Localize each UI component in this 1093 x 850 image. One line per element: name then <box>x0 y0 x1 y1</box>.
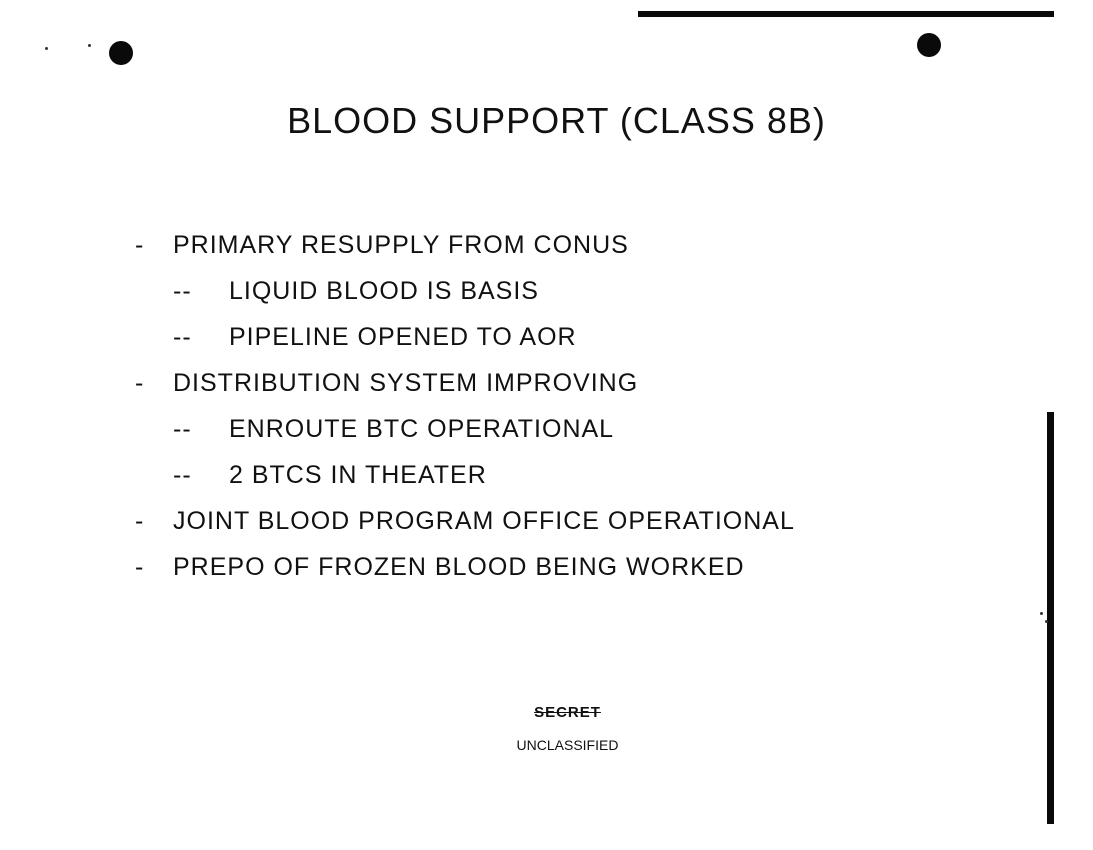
punch-hole-right <box>917 33 941 57</box>
bullet-marker: - <box>135 231 145 259</box>
bullet-marker: - <box>135 369 145 397</box>
bullet-text: 2 BTCS IN THEATER <box>229 461 487 489</box>
bullet-text: JOINT BLOOD PROGRAM OFFICE OPERATIONAL <box>173 507 795 535</box>
scan-edge-bar-top <box>638 11 1054 17</box>
punch-hole-left <box>109 41 133 65</box>
bullet-marker: -- <box>173 415 192 443</box>
bullet-text: LIQUID BLOOD IS BASIS <box>229 277 539 305</box>
sub-bullet-item <box>135 410 795 456</box>
scan-speck <box>45 47 48 50</box>
bullet-text: DISTRIBUTION SYSTEM IMPROVING <box>173 369 639 397</box>
struck-classification-marking: SECRET <box>534 704 601 721</box>
bullet-marker: - <box>135 553 145 581</box>
sub-bullet-item <box>135 272 795 318</box>
slide-title: BLOOD SUPPORT (CLASS 8B) <box>287 100 826 141</box>
scan-speck <box>1045 620 1048 623</box>
bullet-text: PRIMARY RESUPPLY FROM CONUS <box>173 231 629 259</box>
bullet-text: PIPELINE OPENED TO AOR <box>229 323 577 351</box>
classification-marking: UNCLASSIFIED <box>516 737 619 753</box>
scan-edge-bar-right <box>1047 412 1054 824</box>
sub-bullet-item <box>135 318 795 364</box>
bullet-marker: -- <box>173 461 192 489</box>
bullet-item <box>135 226 795 272</box>
bullet-list <box>135 226 795 594</box>
bullet-item <box>135 502 795 548</box>
bullet-item <box>135 548 795 594</box>
bullet-text: ENROUTE BTC OPERATIONAL <box>229 415 615 443</box>
bullet-marker: - <box>135 507 145 535</box>
sub-bullet-item <box>135 456 795 502</box>
bullet-item <box>135 364 795 410</box>
bullet-marker: -- <box>173 323 192 351</box>
scan-speck <box>88 44 91 47</box>
scan-speck <box>1040 612 1043 615</box>
bullet-marker: -- <box>173 277 192 305</box>
bullet-text: PREPO OF FROZEN BLOOD BEING WORKED <box>173 553 745 581</box>
